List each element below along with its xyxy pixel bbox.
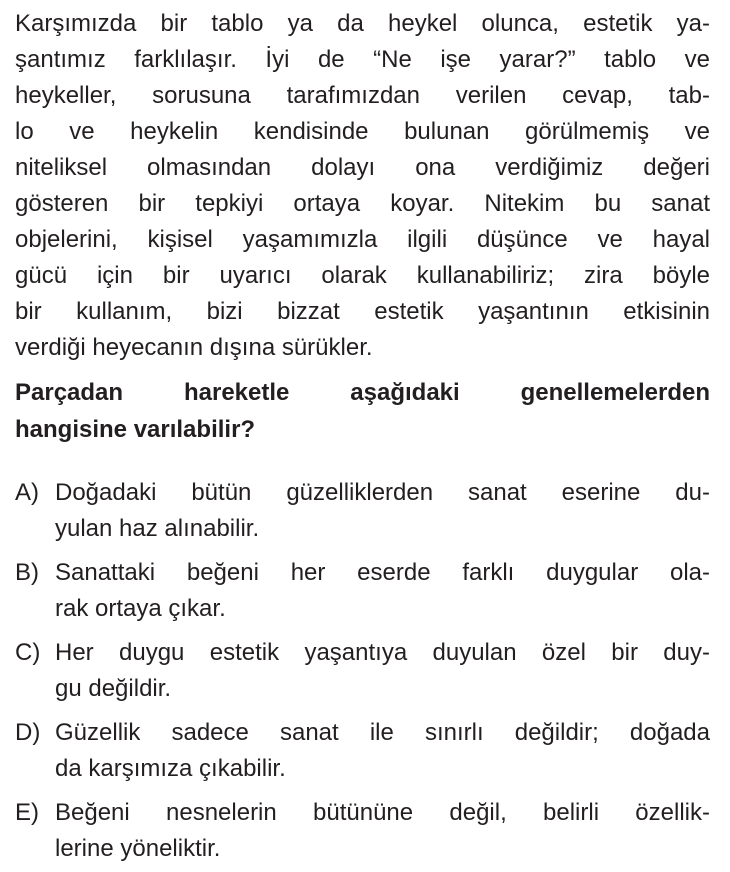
option-letter: B) xyxy=(15,559,39,586)
option-line: Doğadaki bütün güzelliklerden sanat eserine du- xyxy=(55,479,710,506)
option-e xyxy=(15,795,710,867)
passage-line: heykeller, sorusuna tarafımızdan verilen cevap, tab- xyxy=(15,82,710,109)
passage-line: Karşımızda bir tablo ya da heykel olunca, estetik ya- xyxy=(15,10,710,37)
option-line: Beğeni nesnelerin bütününe değil, belirli özellik- xyxy=(55,799,710,826)
option-a xyxy=(15,475,710,547)
option-line: Her duygu estetik yaşantıya duyulan özel bir duy- xyxy=(55,639,710,666)
passage-line: niteliksel olmasından dolayı ona verdiğimiz değeri xyxy=(15,154,710,181)
question-line: hangisine varılabilir? xyxy=(15,416,256,443)
option-line: da karşımıza çıkabilir. xyxy=(55,755,286,782)
option-text xyxy=(55,715,710,787)
passage-line: bir kullanım, bizi bizzat estetik yaşantının etkisinin xyxy=(15,298,710,325)
passage-line: gücü için bir uyarıcı olarak kullanabiliriz; zira böyle xyxy=(15,262,710,289)
options-list xyxy=(15,475,710,867)
option-letter: A) xyxy=(15,479,39,506)
option-b xyxy=(15,555,710,627)
option-line: Güzellik sadece sanat ile sınırlı değildir; doğada xyxy=(55,719,710,746)
option-text xyxy=(55,475,710,547)
option-d xyxy=(15,715,710,787)
option-text xyxy=(55,635,710,707)
option-line: rak ortaya çıkar. xyxy=(55,595,226,622)
option-line: yulan haz alınabilir. xyxy=(55,515,260,542)
option-line: gu değildir. xyxy=(55,675,172,702)
option-letter: C) xyxy=(15,639,41,666)
option-letter: D) xyxy=(15,719,41,746)
passage-line: verdiği heyecanın dışına sürükler. xyxy=(15,334,373,361)
passage-line: objelerini, kişisel yaşamımızla ilgili düşünce ve hayal xyxy=(15,226,710,253)
option-c xyxy=(15,635,710,707)
option-line: lerine yöneliktir. xyxy=(55,835,221,862)
question-line: Parçadan hareketle aşağıdaki genellemelerden xyxy=(15,379,710,406)
option-text xyxy=(55,795,710,867)
option-line: Sanattaki beğeni her eserde farklı duygular ola- xyxy=(55,559,710,586)
option-text xyxy=(55,555,710,627)
question-stem xyxy=(15,374,710,448)
passage-line: gösteren bir tepkiyi ortaya koyar. Nitekim bu sanat xyxy=(15,190,710,217)
option-letter: E) xyxy=(15,799,39,826)
passage-line: lo ve heykelin kendisinde bulunan görülmemiş ve xyxy=(15,118,710,145)
passage xyxy=(15,6,710,366)
passage-line: şantımız farklılaşır. İyi de “Ne işe yarar?” tablo ve xyxy=(15,46,710,73)
